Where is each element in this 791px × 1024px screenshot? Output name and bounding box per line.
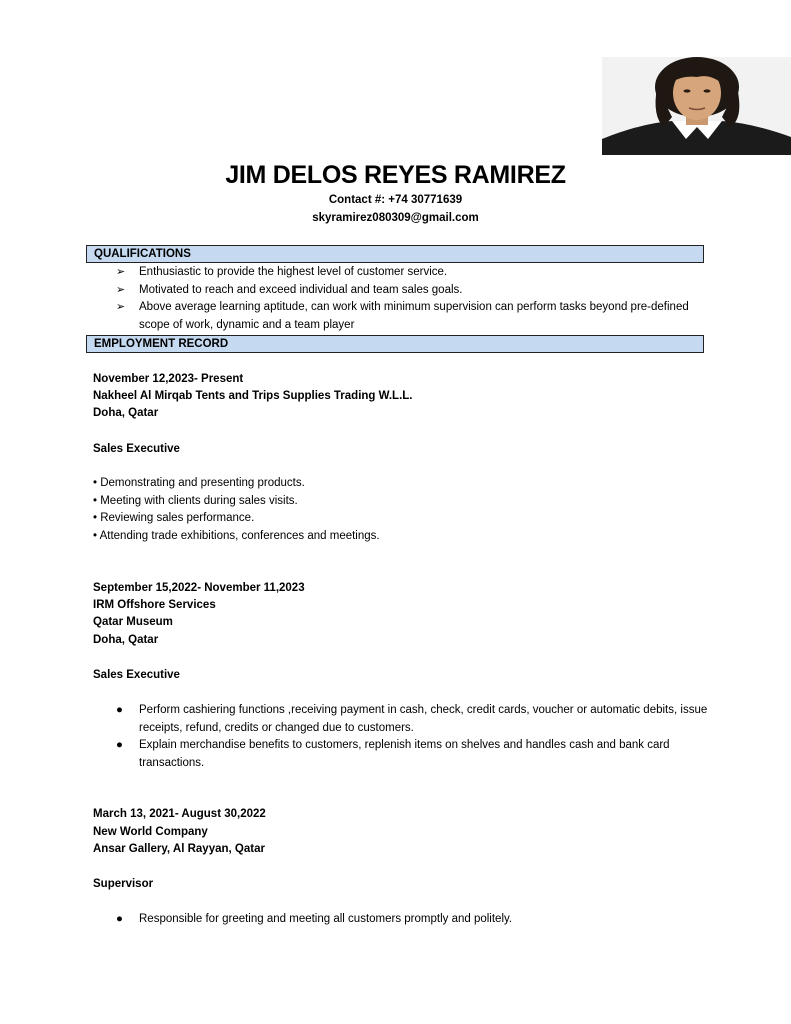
- duty-item: • Demonstrating and presenting products.: [93, 477, 305, 489]
- job-company: Nakheel Al Mirqab Tents and Trips Supplies Trading W.L.L.: [93, 390, 413, 402]
- job-dates: September 15,2022- November 11,2023: [93, 582, 305, 594]
- profile-photo: [602, 57, 791, 155]
- job-location: Doha, Qatar: [93, 634, 159, 646]
- job-location: Doha, Qatar: [93, 407, 159, 419]
- bullet-dot-icon: ●: [116, 704, 123, 716]
- arrow-bullet-icon: ➢: [116, 283, 126, 296]
- job-dates: November 12,2023- Present: [93, 373, 244, 385]
- qualifications-heading: QUALIFICATIONS: [86, 245, 704, 263]
- duty-item: • Attending trade exhibitions, conferences and meetings.: [93, 529, 380, 542]
- job-duties: [112, 911, 712, 929]
- contact-number: Contact #: +74 30771639: [328, 194, 463, 206]
- duty-item: ● Perform cashiering functions ,receiving payment in cash, check, credit cards, voucher or automatic debits, issue receipts, refund, credits or changed due to customers.: [116, 704, 708, 734]
- job-location: Ansar Gallery, Al Rayyan, Qatar: [93, 843, 265, 855]
- qualification-item: ➢ Enthusiastic to provide the highest level of customer service.: [112, 264, 712, 282]
- job-position: Supervisor: [93, 878, 154, 890]
- duty-item: ● Responsible for greeting and meeting all customers promptly and politely.: [112, 911, 712, 929]
- employment-heading: EMPLOYMENT RECORD: [86, 335, 704, 353]
- job-position: Sales Executive: [93, 443, 180, 455]
- job-company: IRM Offshore Services: [93, 599, 216, 611]
- duty-item: • Reviewing sales performance.: [93, 512, 255, 524]
- job-duties: [93, 475, 713, 545]
- duty-item: ● Explain merchandise benefits to customers, replenish items on shelves and handles cash and bank card transactions.: [116, 739, 670, 769]
- email-address: skyramirez080309@gmail.com: [312, 212, 479, 224]
- job-position: Sales Executive: [93, 669, 180, 681]
- arrow-bullet-icon: ➢: [116, 266, 126, 278]
- qualification-item: ➢ Above average learning aptitude, can work with minimum supervision can perform tasks beyond pre-defined scope of work, dynamic and a team player: [116, 301, 689, 331]
- bullet-dot-icon: ●: [116, 739, 123, 751]
- job-duties: [112, 702, 712, 772]
- arrow-bullet-icon: ➢: [116, 301, 126, 313]
- job-company: New World Company: [93, 826, 208, 838]
- job-dates: March 13, 2021- August 30,2022: [93, 808, 266, 820]
- candidate-name: JIM DELOS REYES RAMIREZ: [225, 161, 566, 189]
- qualifications-list: [112, 264, 712, 334]
- qualification-item: ➢ Motivated to reach and exceed individual and team sales goals.: [112, 282, 712, 300]
- job-company-secondary: Qatar Museum: [93, 616, 173, 628]
- bullet-dot-icon: ●: [116, 913, 123, 925]
- duty-item: • Meeting with clients during sales visits.: [93, 494, 298, 507]
